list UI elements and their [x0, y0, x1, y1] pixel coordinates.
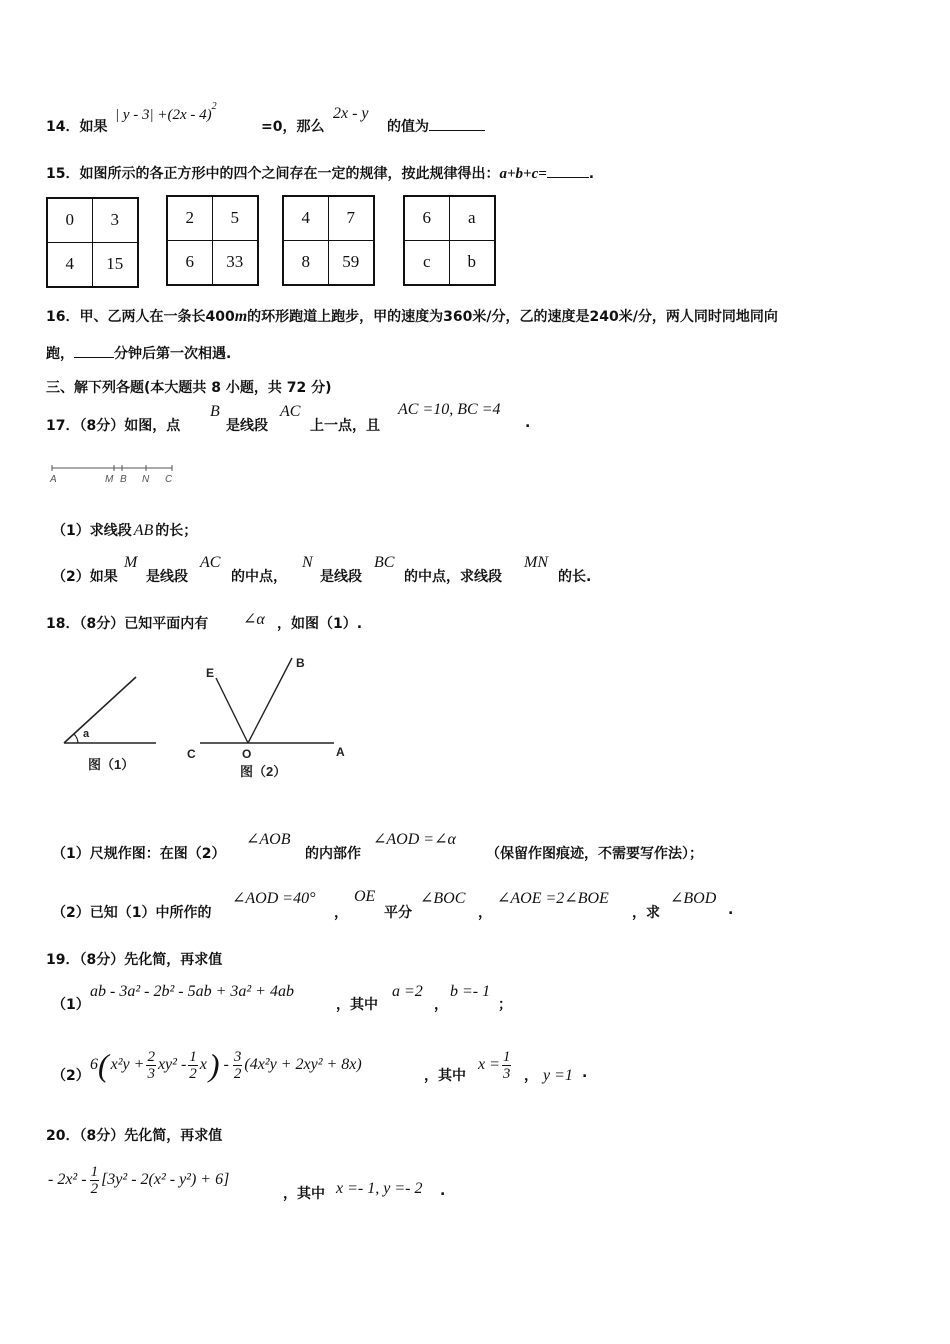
q18-p2-comma1: ， [334, 905, 348, 921]
q19-p1-expr: ab - 3a² - 2b² - 5ab + 3a² + 4ab [90, 983, 294, 1000]
square-2-cell: 5 [213, 197, 258, 241]
q18-figure-2 [182, 652, 357, 782]
square-3-cell: 7 [329, 197, 374, 241]
q17-p2-ac: AC [200, 554, 221, 571]
q15-line: 15．如图所示的各正方形中的四个之间存在一定的规律，按此规律得出：a+b+c= . [46, 166, 595, 182]
q19-p1-comma: ， [434, 997, 448, 1013]
q19-p2-expression: 6 ( x²y + $\frac{2}{3}$ xy² - $\frac{1}{2}$ x ) - $\frac{3}{2}$ (4x²y + 2xy² + 8x) [90, 1047, 362, 1083]
figure-2-caption: 图（2） [240, 764, 287, 779]
q17-number-line [48, 458, 188, 488]
q17-p2-t4: 的中点，求线段 [404, 569, 502, 585]
q18-p2-t2: ，求 [632, 905, 660, 921]
q17-t3: 上一点，且 [310, 418, 380, 434]
q17-p2-end: 的长. [558, 569, 592, 585]
q18-p2-t1: 平分 [384, 905, 412, 921]
q17-p2-bc: BC [374, 554, 395, 571]
q19-p2-y: y =1 [543, 1067, 573, 1084]
q14-exponent: 2 [211, 101, 217, 112]
q14-number: 14． [46, 119, 80, 135]
point-o: O [242, 747, 252, 761]
section-heading: 三、解下列各题(本大题共 8 小题，共 72 分) [46, 380, 332, 396]
q19-p2-end: . [582, 1065, 588, 1081]
q19-p1-b: b =- 1 [450, 983, 491, 1000]
q18-figure-1 [58, 672, 178, 802]
square-3 [282, 195, 375, 286]
q18-p1-label: （1）尺规作图：在图（2） [52, 846, 226, 862]
q20-expression: - 2x² - $\frac{1}{2}$ [3y² - 2(x² - y²) + 6] [48, 1163, 230, 1197]
label-a: A [50, 474, 57, 485]
q20-values: x =- 1, y =- 2 [336, 1180, 423, 1197]
q15-formula: a+b+c= [499, 166, 547, 182]
label-m: M [105, 474, 114, 485]
point-a: A [336, 745, 345, 759]
q19-p2-label: （2） [52, 1068, 90, 1084]
fraction: $\frac{1}{3}$ [502, 1048, 511, 1082]
square-2-cell: 33 [226, 252, 244, 272]
q17-point-b: B [210, 403, 220, 420]
q19-p2-t: ，其中 [424, 1068, 466, 1084]
point-e: E [206, 666, 215, 680]
square-1-cell: 3 [93, 199, 138, 243]
q18-p2-oe: OE [354, 888, 376, 905]
label-b: B [120, 474, 127, 485]
q18-text2: ，如图（1）. [277, 616, 363, 632]
q19-line: 19．（8分）先化简，再求值 [46, 952, 223, 968]
q17-p2-m: M [124, 554, 138, 571]
square-2-cell: 6 [168, 241, 213, 285]
q19-p1-a: a =2 [392, 983, 423, 1000]
q18-p2-bod: ∠BOD [670, 890, 717, 907]
q14-text2: =0，那么 [261, 119, 325, 135]
square-1-cell: 0 [48, 199, 93, 243]
q20-t: ，其中 [283, 1186, 325, 1202]
fraction: $\frac{1}{2}$ [189, 1048, 197, 1082]
q14-text1: 如果 [79, 119, 108, 135]
q17-segment-ac: AC [280, 403, 301, 420]
square-4-cell: a [450, 197, 495, 241]
q15-text: 如图所示的各正方形中的四个之间存在一定的规律，按此规律得出： [79, 166, 500, 182]
q18-p2-aod: ∠AOD =40° [232, 890, 316, 907]
square-1-cell: 4 [48, 243, 93, 287]
q14-expr2: 2x - y [333, 105, 369, 122]
q14-line [46, 116, 107, 136]
q19-p1-end: ； [498, 997, 512, 1013]
fraction: $\frac{1}{2}$ [90, 1163, 99, 1197]
point-b: B [296, 656, 305, 670]
label-n: N [142, 474, 150, 485]
square-4 [403, 195, 496, 286]
point-c: C [187, 747, 196, 761]
angle-label: a [83, 728, 90, 740]
q17-p2-label: （2）如果 [52, 569, 118, 585]
q18-p2-aoe: ∠AOE =2∠BOE [497, 890, 609, 907]
q17-p2-t1: 是线段 [146, 569, 188, 585]
q20-line: 20．（8分）先化简，再求值 [46, 1128, 223, 1144]
q17-p2-t3: 是线段 [320, 569, 362, 585]
square-3-cell: 59 [342, 252, 360, 272]
q15-answer-blank [547, 165, 589, 178]
square-2 [166, 195, 259, 286]
q19-p2-x: x = $\frac{1}{3}$ [478, 1048, 511, 1082]
q19-p1-t: ，其中 [336, 997, 378, 1013]
square-2-cell: 2 [168, 197, 213, 241]
square-1 [46, 197, 139, 288]
square-3-cell: 8 [284, 241, 329, 285]
figure-1-caption: 图（1） [88, 757, 135, 772]
square-3-cell: 4 [284, 197, 329, 241]
q17-line: 17．（8分）如图，点 [46, 418, 181, 434]
q14-expression: | y - 3| +(2x - 4)$^2$ [115, 101, 217, 123]
square-4-cell: 6 [405, 197, 450, 241]
label-c: C [165, 474, 173, 485]
q18-p2-boc: ∠BOC [420, 890, 466, 907]
square-4-cell: c [405, 241, 450, 285]
q17-p2-mn: MN [524, 554, 548, 571]
q15-number: 15． [46, 166, 80, 182]
left-paren: ( [98, 1047, 109, 1083]
q17-end: . [525, 415, 531, 431]
square-4-cell: b [467, 252, 476, 272]
q16-line1: 16．甲、乙两人在一条长400m的环形跑道上跑步，甲的速度为360米/分，乙的速度是240米/分，两人同时同地同向 [46, 308, 778, 325]
q14-text3: 的值为 [387, 116, 485, 136]
q18-p1-t: 的内部作 [305, 846, 361, 862]
q16-line2: 跑， 分钟后第一次相遇. [46, 346, 232, 362]
q16-answer-blank [74, 345, 114, 358]
q18-p2-comma2: ， [478, 905, 492, 921]
q18-p2-end: . [728, 902, 734, 918]
q18-p1-end: （保留作图痕迹，不需要写作法）； [486, 846, 703, 862]
q17-condition: AC =10, BC =4 [398, 401, 501, 418]
q18-angle: ∠α [243, 611, 265, 628]
q18-p2-label: （2）已知（1）中所作的 [52, 905, 212, 921]
q17-p2-n: N [302, 554, 313, 571]
q18-p1-aob: ∠AOB [246, 831, 291, 848]
q17-t2: 是线段 [226, 418, 268, 434]
q18-p1-eq: ∠AOD =∠α [373, 831, 456, 848]
right-paren: ) [208, 1047, 220, 1083]
square-1-cell: 15 [106, 254, 124, 274]
q19-p1-label: （1） [52, 997, 90, 1013]
q18-line: 18．（8分）已知平面内有 [46, 616, 209, 632]
q17-p2-t2: 的中点， [231, 569, 287, 585]
q20-end: . [440, 1183, 446, 1199]
fraction: $\frac{2}{3}$ [147, 1048, 155, 1082]
q19-p2-comma: ， [524, 1068, 538, 1084]
q17-part1: （1）求线段 AB 的长； [52, 522, 198, 539]
fraction: $\frac{3}{2}$ [233, 1048, 242, 1082]
q14-answer-blank [429, 118, 485, 131]
